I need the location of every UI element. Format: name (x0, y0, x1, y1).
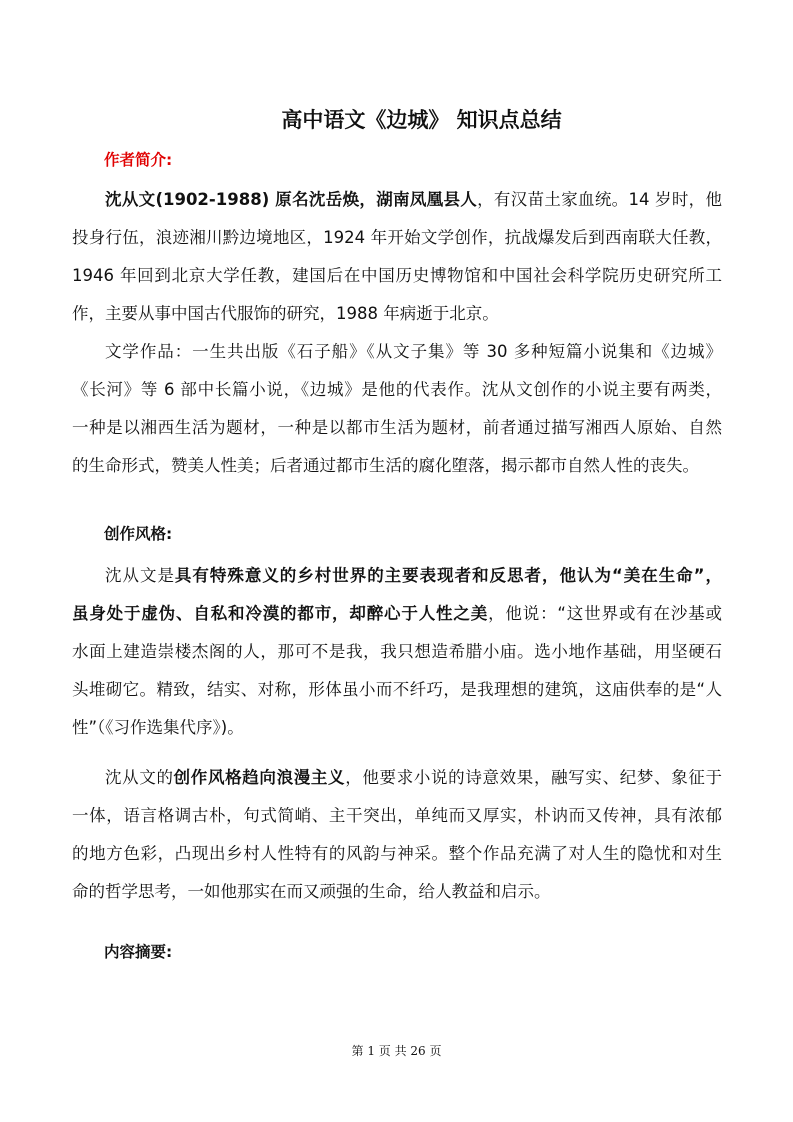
heading-creative-style: 创作风格: (104, 525, 173, 543)
text-line (72, 219, 722, 257)
document-title: 高中语文《边城》 知识点总结 (281, 108, 562, 132)
text: 沈从文是 (105, 566, 175, 585)
paragraph-author-bio (72, 181, 722, 333)
text-line (72, 409, 722, 447)
text: 的生命形式，赞美人性美；后者通过都市生活的腐化堕落，揭示都市自然人性的丧失。 (72, 456, 699, 475)
text-line (72, 333, 722, 371)
text-line (72, 295, 722, 333)
text: 水面上建造崇楼杰阁的人，那可不是我，我只想造希腊小庙。选小地作基础，用坚硬石 (72, 642, 722, 661)
text-line (72, 181, 722, 219)
text-line (72, 759, 722, 797)
text: 作，主要从事中国古代服饰的研究，1988 年病逝于北京。 (72, 304, 499, 323)
heading-content-summary: 内容摘要: (104, 943, 173, 961)
bold-text: 虽身处于虚伪、自私和冷漠的都市，却醉心于人性之美 (72, 604, 489, 623)
text: 投身行伍，浪迹湘川黔边境地区，1924 年开始文学创作，抗战爆发后到西南联大任教， (72, 228, 722, 247)
text-line (72, 257, 722, 295)
text-line (72, 371, 722, 409)
text: 沈从文的 (105, 768, 174, 787)
text: 头堆砌它。精致，结实、对称，形体虽小而不纤巧，是我理想的建筑，这庙供奉的是“人 (72, 680, 722, 699)
bold-text: 创作风格趋向浪漫主义 (173, 768, 346, 787)
paragraph-style-2 (72, 759, 722, 911)
text: 《长河》等 6 部中长篇小说，《边城》是他的代表作。沈从文创作的小说主要有两类， (72, 380, 722, 399)
text-line (72, 797, 722, 835)
text-line (72, 873, 722, 911)
page-footer: 第 1 页 共 26 页 (351, 1044, 442, 1058)
text: 性”（《习作选集代序》)。 (72, 718, 244, 737)
text: 一体，语言格调古朴，句式简峭、主干突出，单纯而又厚实，朴讷而又传神，具有浓郁 (72, 806, 722, 825)
text-line (72, 835, 722, 873)
text: 文学作品：一生共出版《石子船》《从文子集》等 30 多种短篇小说集和《边城》 (105, 342, 722, 361)
text: 的地方色彩，凸现出乡村人性特有的风韵与神采。整个作品充满了对人生的隐忧和对生 (72, 844, 722, 863)
text-line (72, 595, 722, 633)
bold-text: 沈从文(1902-1988) 原名沈岳焕，湖南凤凰县人 (105, 190, 478, 209)
bold-text: 具有特殊意义的乡村世界的主要表现者和反思者，他认为“美在生命”， (174, 566, 722, 585)
text-line (72, 447, 722, 485)
text: ，他说：“这世界或有在沙基或 (488, 604, 722, 623)
text: 命的哲学思考，一如他那实在而又顽强的生命，给人教益和启示。 (72, 882, 551, 901)
text-line (72, 671, 722, 709)
paragraph-works (72, 333, 722, 485)
text: 一种是以湘西生活为题材，一种是以都市生活为题材，前者通过描写湘西人原始、自然 (72, 418, 722, 437)
text: ，有汉苗土家血统。14 岁时，他 (477, 190, 722, 209)
text-line (72, 709, 722, 747)
text: ，他要求小说的诗意效果，融写实、纪梦、象征于 (345, 768, 723, 787)
text-line (72, 557, 722, 595)
text-line (72, 633, 722, 671)
heading-author-intro: 作者简介: (104, 151, 173, 169)
text: 1946 年回到北京大学任教，建国后在中国历史博物馆和中国社会科学院历史研究所工 (72, 266, 722, 285)
paragraph-style-1 (72, 557, 722, 747)
